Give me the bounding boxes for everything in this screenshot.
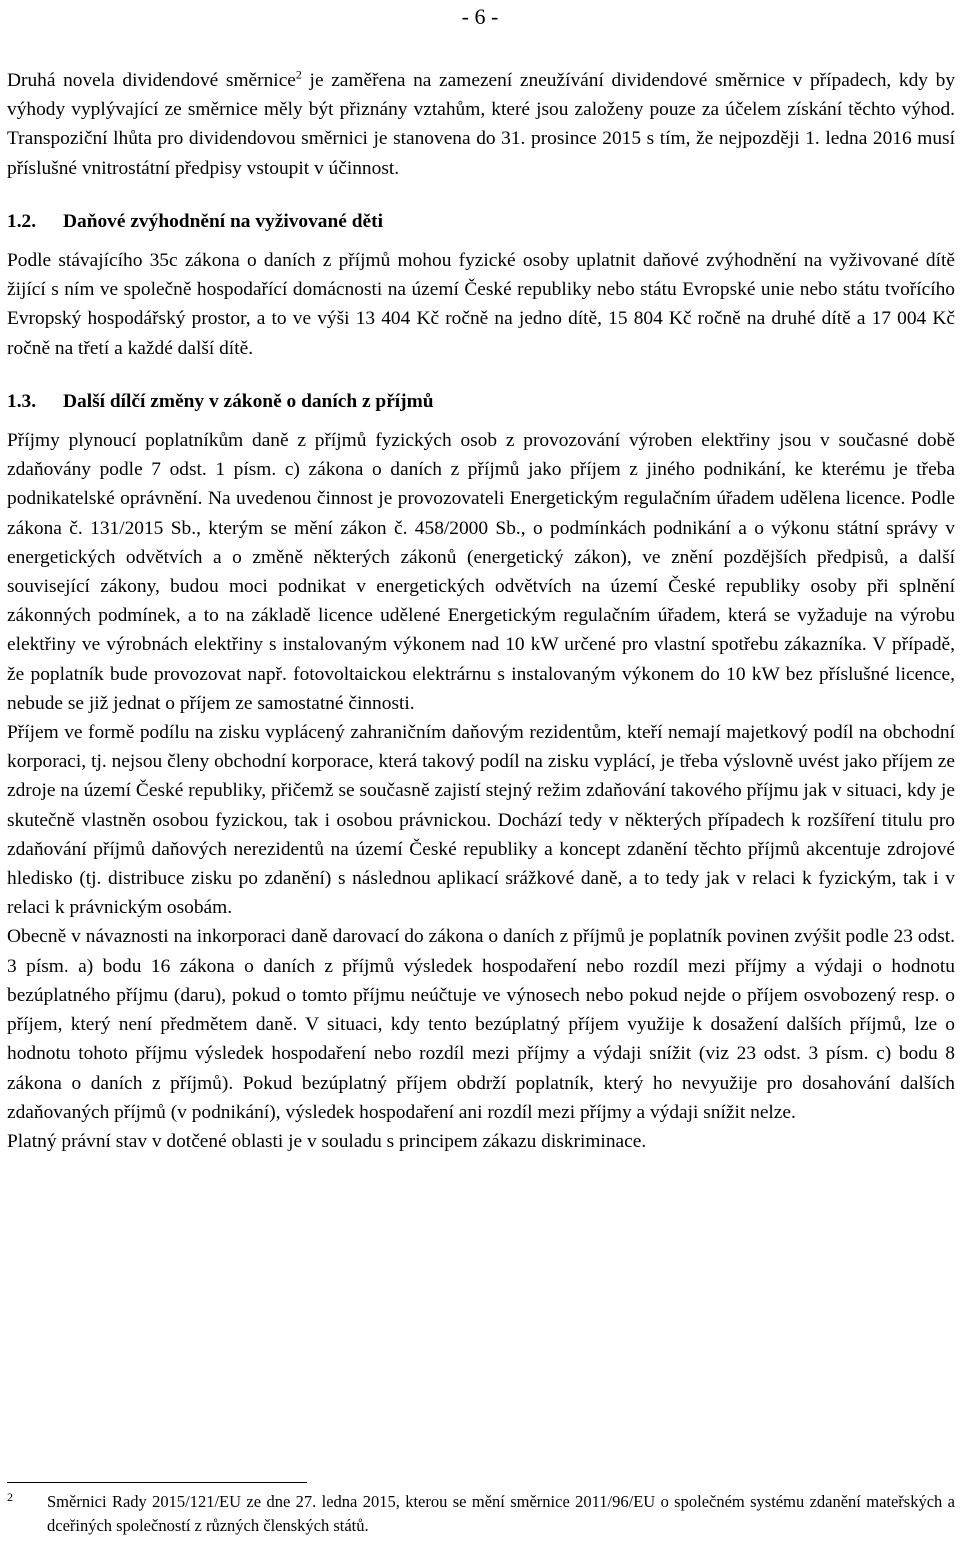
page-number: - 6 - [461, 4, 499, 29]
paragraph-non-discrimination: Platný právní stav v dotčené oblasti je v souladu s principem zákazu diskriminace. [7, 1130, 647, 1152]
document-body [7, 66, 955, 1156]
section-heading-1-2 [7, 207, 955, 236]
footnote [7, 1490, 955, 1538]
section-title: Další dílčí změny v zákoně o daních z příjmů [63, 390, 434, 412]
paragraph-gift-tax: Obecně v návaznosti na inkorporaci daně darovací do zákona o daních z příjmů je poplatník povinen zvýšit podle 23 odst. 3 písm. a) bodu 16 zákona o daních z příjmů výsledek hospodaření nebo rozdíl mezi příjmy a výdaji o hodnotu bezúplatného příjmu (daru), pokud o tomto příjmu neúčtuje ve výnosech nebo pokud nejde o příjem osvobozený resp. o příjem, který není předmětem daně. V situaci, kdy tento bezúplatný příjem využije k dosažení dalších příjmů, lze o hodnotu tohoto příjmu výsledek hospodaření nebo rozdíl mezi příjmy a výdaji snížit (viz 23 odst. 3 písm. c) bodu 8 zákona o daních z příjmů). Pokud bezúplatný příjem obdrží poplatník, který ho nevyužije pro dosahování dalších zdaňovaných příjmů (v podnikání), výsledek hospodaření ani rozdíl mezi příjmy a výdaji snížit nelze. [7, 926, 955, 1123]
footnote-text: Směrnici Rady 2015/121/EU ze dne 27. ledna 2015, kterou se mění směrnice 2011/96/EU o společném systému zdanění mateřských a dceřiných společností z různých členských států. [47, 1492, 955, 1535]
footnote-divider [7, 1482, 307, 1483]
section-heading-1-3 [7, 387, 955, 416]
intro-paragraph [7, 66, 955, 183]
section-title: Daňové zvýhodnění na vyživované děti [63, 210, 383, 232]
child-tax-benefit-paragraph: Podle stávajícího 35c zákona o daních z příjmů mohou fyzické osoby uplatnit daňové zvýhodnění na vyživované dítě žijící s ním ve společně hospodařící domácnosti na území České republiky nebo státu Evropské unie nebo státu tvořícího Evropský hospodářský prostor, a to ve výši 13 404 Kč ročně na jedno dítě, 15 804 Kč ročně na druhé dítě a 17 004 Kč ročně na třetí a každé další dítě. [7, 250, 955, 359]
intro-text-start: Druhá novela dividendové směrnice [7, 70, 296, 91]
footnote-mark: 2 [7, 1490, 13, 1504]
paragraph-profit-share: Příjem ve formě podílu na zisku vyplácený zahraničním daňovým rezidentům, kteří nemají majetkový podíl na obchodní korporaci, tj. nejsou členy obchodní korporace, která takový podíl na zisku vyplácí, je třeba výslovně uvést jako příjem ze zdroje na území České republiky, přičemž se současně zajistí stejný režim zdaňování takového příjmu jak v situaci, kdy je skutečně vlastněn osobou fyzickou, tak i osobou právnickou. Dochází tedy v některých případech k rozšíření titulu pro zdaňování příjmů daňových nerezidentů na území České republiky a koncept zdanění těchto příjmů akcentuje zdrojové hledisko (tj. distribuce zisku po zdanění) s následnou aplikací srážkové daně, a to tedy jak v relaci k fyzickým, tak i v relaci k právnickým osobám. [7, 722, 955, 919]
paragraph-electricity-income: Příjmy plynoucí poplatníkům daně z příjmů fyzických osob z provozování výroben elektřiny jsou v současné době zdaňovány podle 7 odst. 1 písm. c) zákona o daních z příjmů jako příjem z jiného podnikání, ke kterému je třeba podnikatelské oprávnění. Na uvedenou činnost je provozovateli Energetickým regulačním úřadem udělena licence. Podle zákona č. 131/2015 Sb., kterým se mění zákon č. 458/2000 Sb., o podmínkách podnikání a o výkonu státní správy v energetických odvětvích a o změně některých zákonů (energetický zákon), ve znění pozdějších předpisů, a další související zákony, budou moci podnikat v energetických odvětvích na území České republiky osoby při splnění zákonných podmínek, a to na základě licence udělené Energetickým regulačním úřadem, která se vyžaduje na výrobu elektřiny ve výrobnách elektřiny s instalovaným výkonem nad 10 kW určené pro vlastní spotřebu zákazníka. V případě, že poplatník bude provozovat např. fotovoltaickou elektrárnu s instalovaným výkonem do 10 kW bez příslušné licence, nebude se již jednat o příjem ze samostatné činnosti. [7, 430, 955, 714]
section-number: 1.2. [7, 210, 37, 232]
footnote-reference: 2 [295, 67, 302, 82]
section-number: 1.3. [7, 390, 37, 412]
intro-text-end: je zaměřena na zamezení zneužívání dividendové směrnice v případech, kdy by výhody vyplývající ze směrnice měly být přiznány vztahům, které jsou založeny pouze za účelem získání těchto výhod. Transpoziční lhůta pro dividendovou směrnici je stanovena do 31. prosince 2015 s tím, že nejpozději 1. ledna 2016 musí příslušné vnitrostátní předpisy vstoupit v účinnost. [7, 70, 956, 179]
